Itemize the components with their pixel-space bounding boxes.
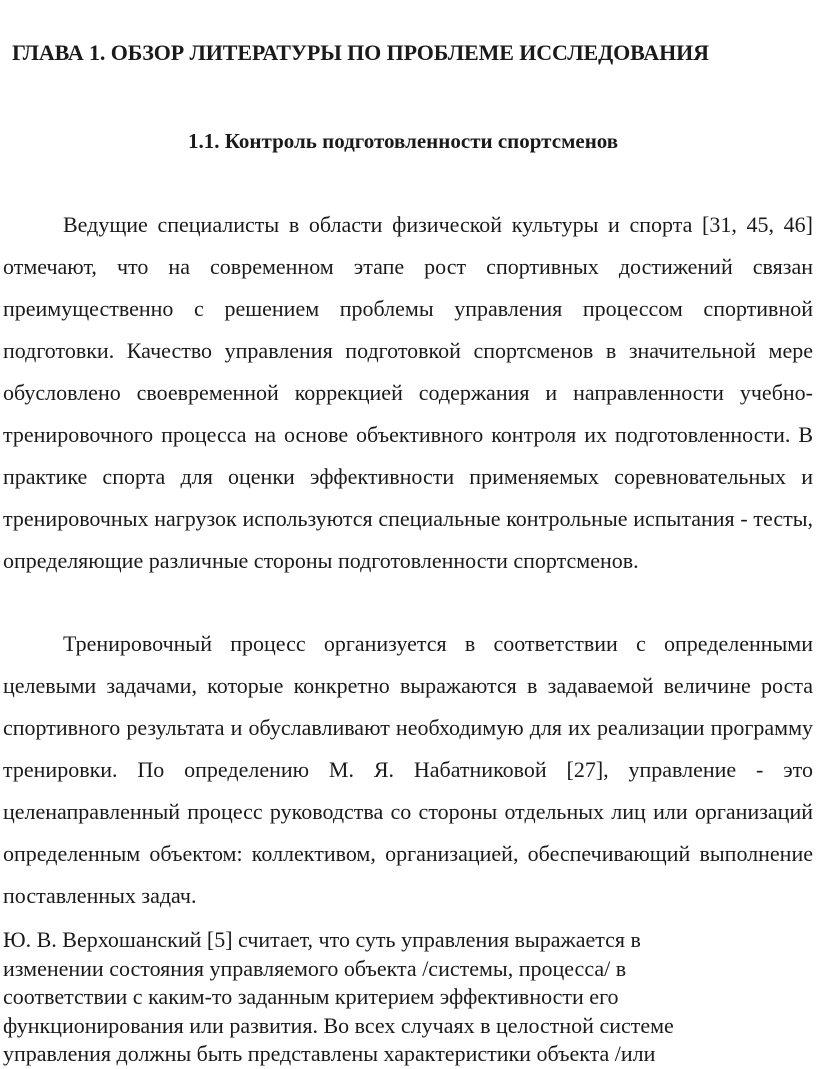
paragraph-2 xyxy=(3,623,813,917)
paragraph-1 xyxy=(3,204,813,582)
paragraph-2-text: Тренировочный процесс организуется в соответствии с определенными целевыми задачами, которые конкретно выражаются в задаваемой величине роста спортивного результата и обуславливают необходимую для их реализации программу тренировки. По определению М. Я. Набатниковой [27], управление - это целенаправленный процесс руководства со стороны отдельных лиц или организаций определенным объектом: коллективом, организацией, обеспечивающий выполнение поставленных задач. xyxy=(3,631,813,908)
paragraph-3: Ю. В. Верхошанский [5] считает, что суть управления выражается в изменении состояния управляемого объекта /системы, процесса/ в соответствии с каким-то заданным критерием эффективности его функционирования или развития. Во всех случаях в целостной системе управления должны быть представлены характеристики объекта /или xyxy=(3,927,674,1066)
section-title: 1.1. Контроль подготовленности спортсменов xyxy=(188,129,619,153)
paragraph-1-text: Ведущие специалисты в области физической культуры и спорта [31, 45, 46] отмечают, что на современном этапе рост спортивных достижений связан преимущественно с решением проблемы управления процессом спортивной подготовки. Качество управления подготовкой спортсменов в значительной мере обусловлено своевременной коррекцией содержания и направленности учебно-тренировочного процесса на основе объективного контроля их подготовленности. В практике спорта для оценки эффективности применяемых соревновательных и тренировочных нагрузок используются специальные контрольные испытания - тесты, определяющие различные стороны подготовленности спортсменов. xyxy=(3,212,813,573)
chapter-title: ГЛАВА 1. ОБЗОР ЛИТЕРАТУРЫ ПО ПРОБЛЕМЕ ИССЛЕДОВАНИЯ xyxy=(12,40,709,65)
